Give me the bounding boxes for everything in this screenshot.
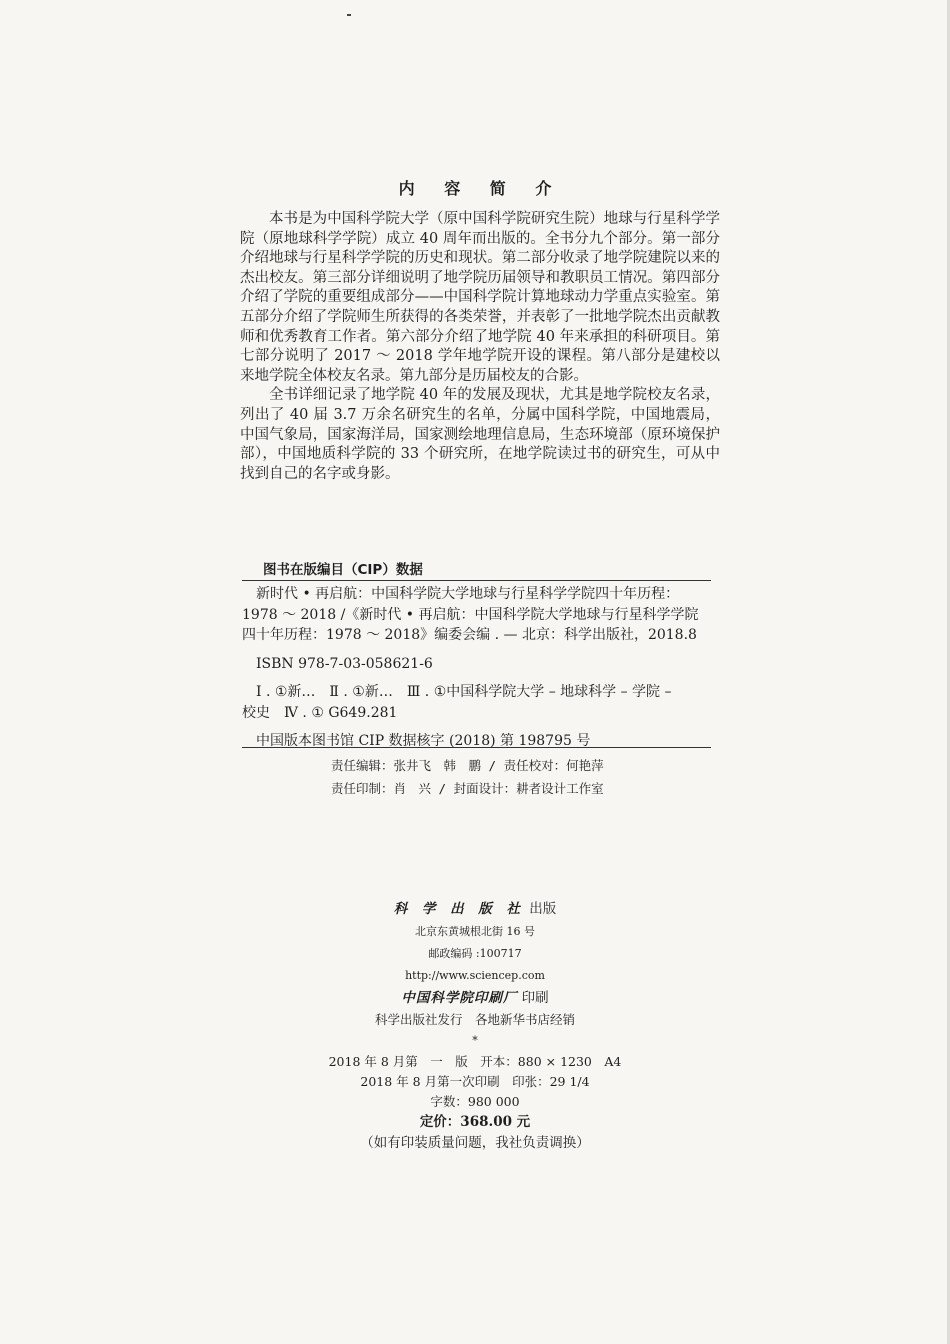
price: 定价：368.00 元 [419, 1114, 531, 1130]
separator: * [472, 1034, 478, 1047]
notice: （如有印装质量问题，我社负责调换） [360, 1135, 590, 1151]
cip-title-line: 四十年历程：1978 ～ 2018》编委会编 . — 北京：科学出版社，2018.8 [242, 627, 697, 643]
printer-suffix: 印刷 [521, 990, 549, 1006]
scan-mark [347, 14, 351, 16]
editor-line: 责任编辑：张井飞 韩 鹏 / 责任校对：何艳萍 [331, 758, 604, 773]
cip-class-line: 校史 Ⅳ . ① G649.281 [242, 704, 398, 721]
cip-top-rule [242, 580, 711, 581]
cip-class-line: Ⅰ . ①新… Ⅱ . ①新… Ⅲ . ①中国科学院大学 – 地球科学 – 学院 – [256, 684, 672, 700]
cip-block [242, 584, 717, 752]
publisher-suffix: 出版 [529, 901, 557, 917]
publisher-line [0, 898, 950, 921]
cip-title-line: 新时代 • 再启航：中国科学院大学地球与行星科学学院四十年历程： [256, 586, 680, 602]
intro-paragraph: 全书详细记录了地学院 40 年的发展及现状，尤其是地学院校友名录，列出了 40 届 3.7 万余名研究生的名单，分属中国科学院，中国地震局，中国气象局，国家海洋局，国家测绘地理信息局，生态环境部（原环境保护部），中国地质科学院的 33 个研究所，在地学院读过书的研究生，可从中找到自己的名字或身影。 [240, 387, 720, 482]
cip-bottom-rule [242, 747, 711, 748]
intro-title: 内 容 简 介 [398, 179, 564, 198]
colophon [0, 898, 950, 1155]
publisher-name: 科 学 出 版 社 [393, 901, 525, 917]
editor-credits [331, 754, 604, 800]
editor-line: 责任印制：肖 兴 / 封面设计：耕者设计工作室 [331, 781, 604, 796]
word-count: 字数：980 000 [430, 1094, 520, 1109]
intro-body [240, 210, 720, 484]
publisher-address: 北京东黄城根北街 16 号 [415, 925, 535, 938]
website: http://www.sciencep.com [405, 969, 545, 982]
printing: 2018 年 8 月第一次印刷 印张：29 1/4 [360, 1074, 590, 1089]
distribution: 科学出版社发行 各地新华书店经销 [374, 1012, 575, 1027]
intro-paragraph: 本书是为中国科学院大学（原中国科学院研究生院）地球与行星科学学院（原地球科学学院）成立 40 周年而出版的。全书分九个部分。第一部分介绍地球与行星科学学院的历史和现状。第二部分收录了地学院建院以来的杰出校友。第三部分详细说明了地学院历届领导和教职员工情况。第四部分介绍了学院的重要组成部分——中国科学院计算地球动力学重点实验室。第五部分介绍了学院师生所获得的各类荣誉，并表彰了一批地学院杰出贡献教师和优秀教育工作者。第六部分介绍了地学院 40 年来承担的科研项目。第七部分说明了 2017 ～ 2018 学年地学院开设的课程。第八部分是建校以来地学院全体校友名录。第九部分是历届校友的合影。 [240, 211, 720, 384]
cip-record: 中国版本图书馆 CIP 数据核字 (2018) 第 198795 号 [256, 733, 591, 749]
cip-isbn: ISBN 978-7-03-058621-6 [256, 655, 433, 672]
cip-header: 图书在版编目（CIP）数据 [263, 562, 423, 578]
edition: 2018 年 8 月第 一 版 开本：880 × 1230 A4 [328, 1054, 622, 1069]
postcode: 邮政编码 :100717 [428, 947, 522, 960]
cip-title-line: 1978 ～ 2018 /《新时代 • 再启航：中国科学院大学地球与行星科学学院 [242, 606, 699, 623]
printer-line [0, 987, 950, 1010]
printer-name: 中国科学院印刷厂 [401, 990, 518, 1006]
